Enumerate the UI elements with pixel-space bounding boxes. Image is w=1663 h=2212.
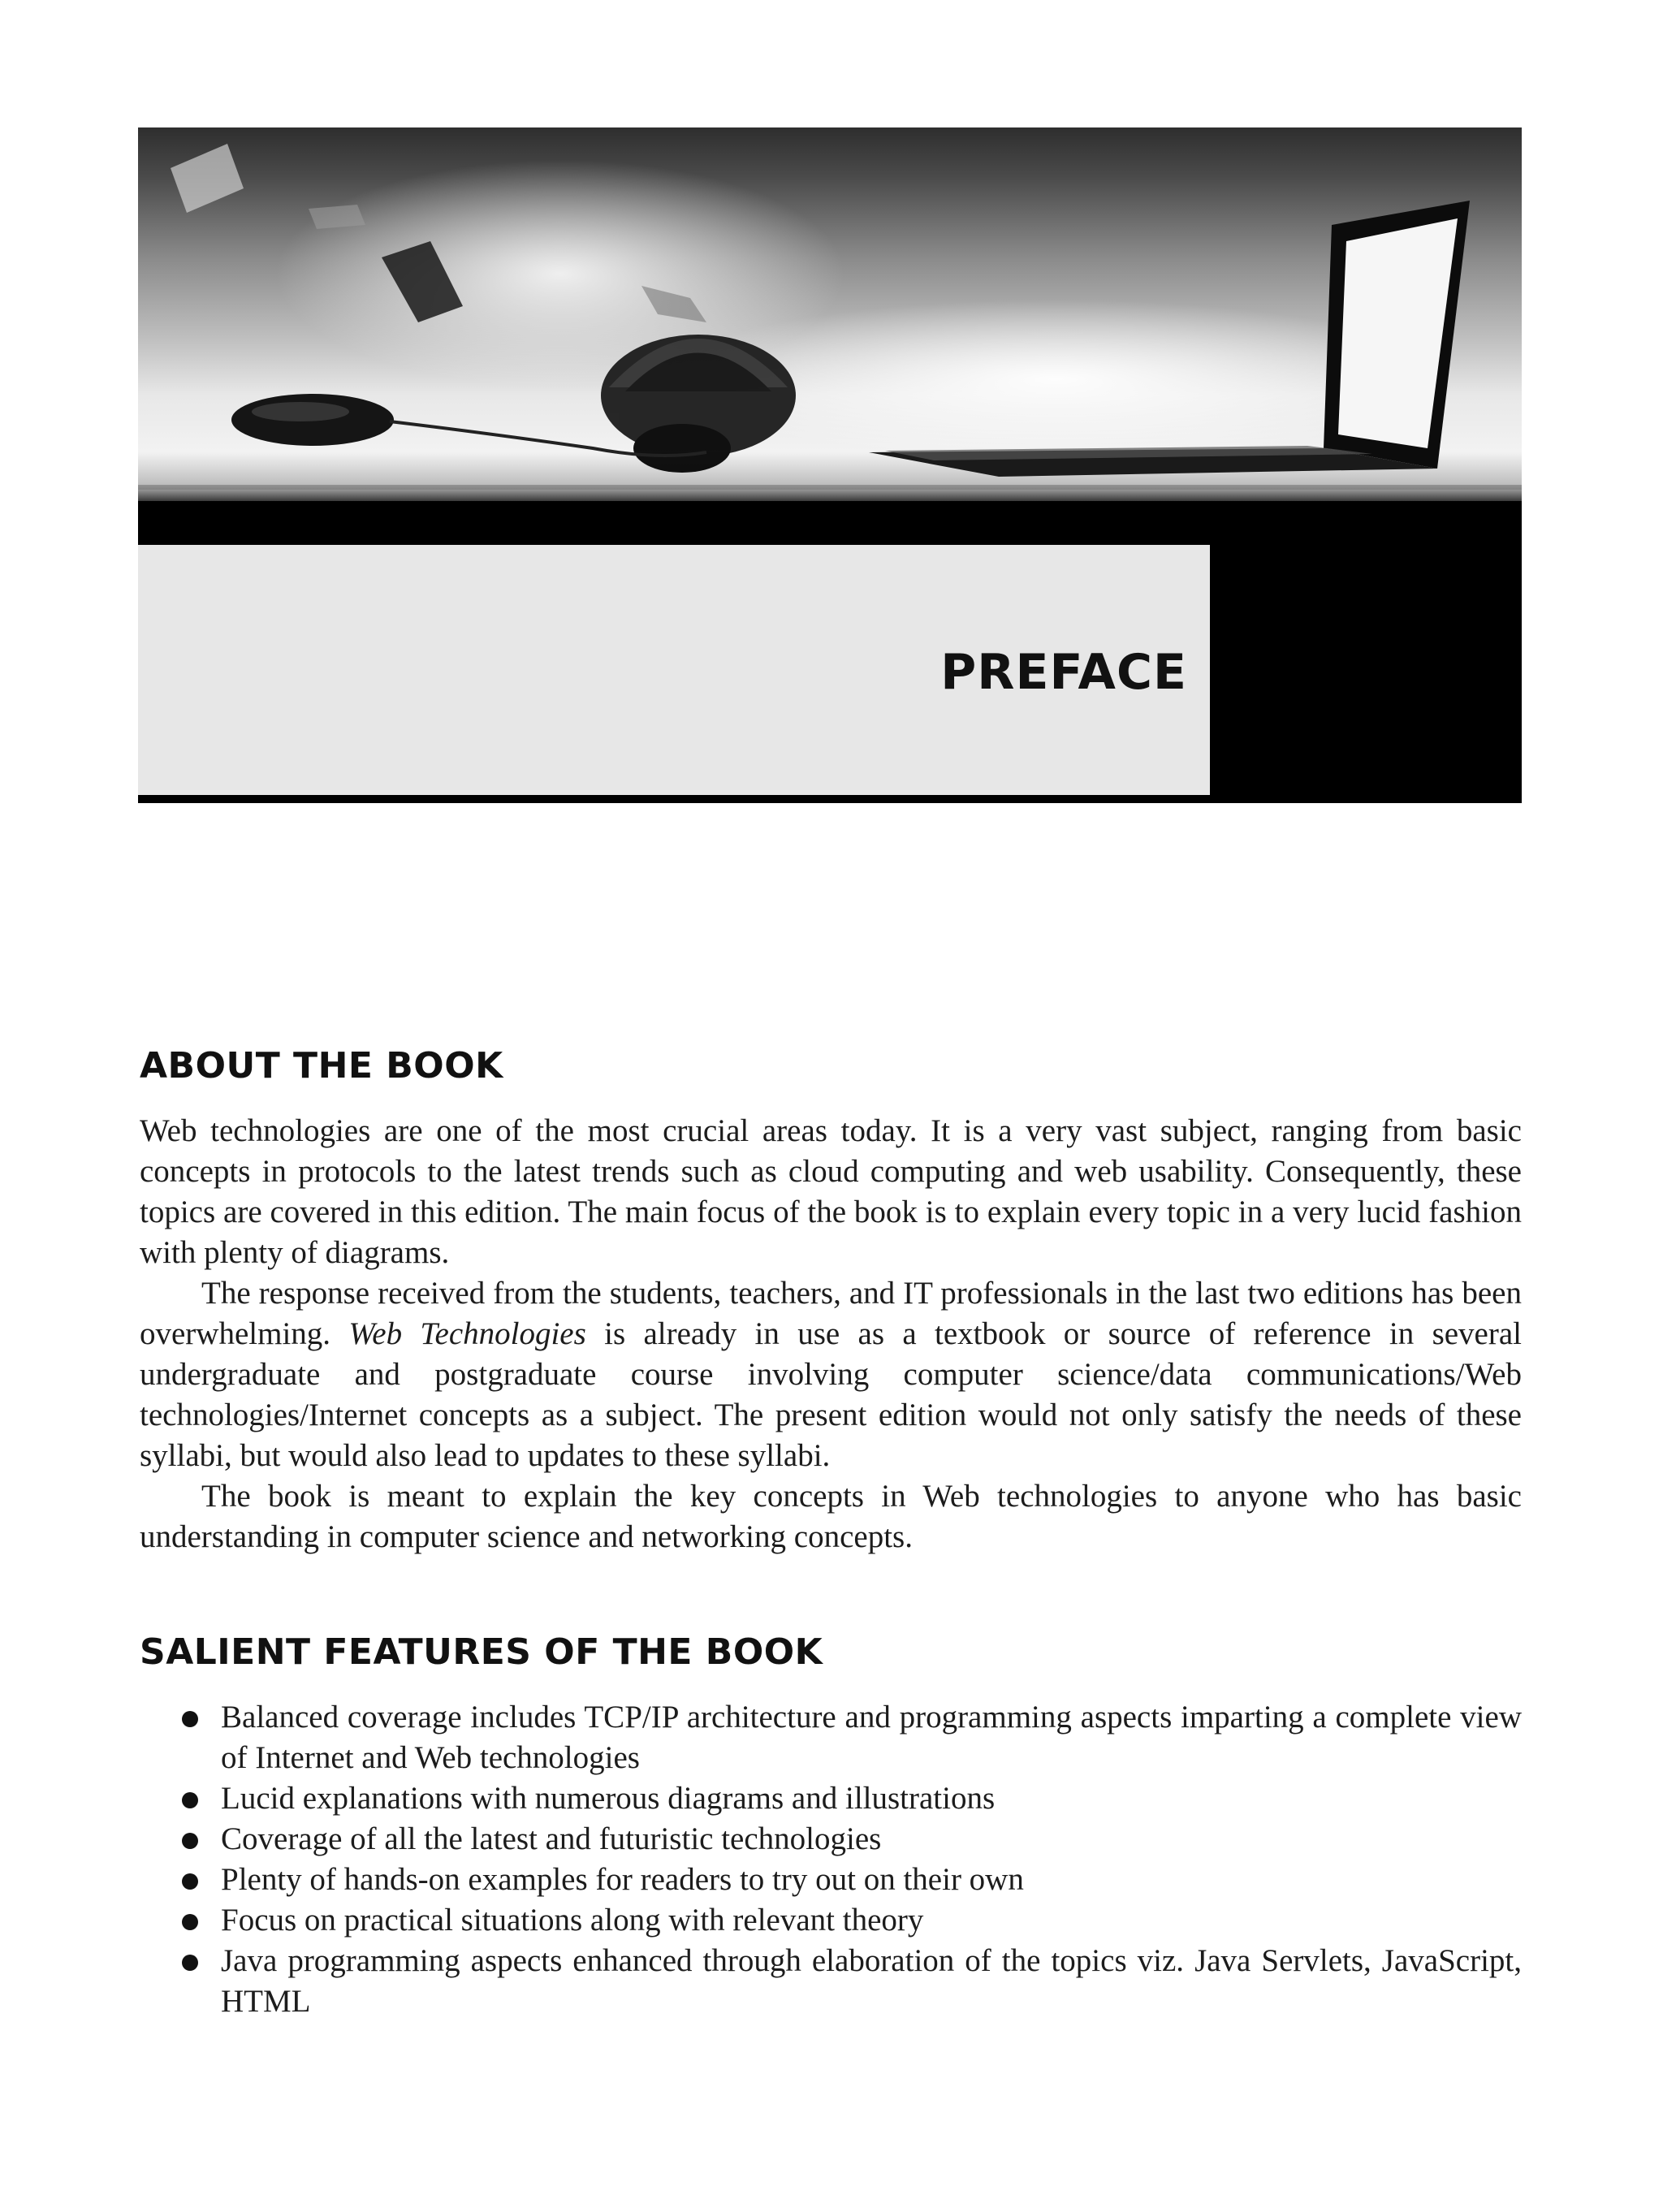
bullet-icon [182,1873,198,1890]
list-item-text: Java programming aspects enhanced through elaboration of the topics viz. Java Servlets, JavaScript, HTML [221,1943,1522,2019]
flying-paper-4 [641,286,706,322]
about-paragraph-2 [140,1273,1522,1476]
features-heading: SALIENT FEATURES OF THE BOOK [140,1631,823,1673]
list-item-text: Plenty of hands-on examples for readers to try out on their own [221,1862,1024,1897]
list-item [221,1941,1522,2022]
list-item [221,1697,1522,1778]
about-paragraph-2-start: The response received from the students, teachers, and IT professionals in the last two editions has been overwhelming. [140,1276,1522,1351]
flying-paper-1 [171,144,244,213]
list-item [221,1778,1522,1819]
banner-photo [138,127,1522,501]
list-item-text: Balanced coverage includes TCP/IP architecture and programming aspects imparting a complete view of Internet and Web technologies [221,1700,1522,1775]
banner-black-bar [138,501,1522,545]
book-title-italic: Web Technologies [348,1316,586,1351]
features-list [140,1697,1522,2022]
page-content [140,1039,1522,2022]
list-item [221,1860,1522,1900]
title-underline-rule [138,795,1522,803]
chapter-banner [138,127,1522,803]
title-panel [138,545,1210,795]
list-item-text: Lucid explanations with numerous diagrams and illustrations [221,1781,996,1816]
bullet-icon [182,1833,198,1849]
laptop [869,201,1470,477]
bullet-icon [182,1914,198,1930]
list-item-text: Coverage of all the latest and futuristic technologies [221,1821,882,1856]
flying-paper-2 [382,241,463,322]
about-paragraph-1: Web technologies are one of the most crucial areas today. It is a very vast subject, ranging from basic concepts in protocols to the latest trends such as cloud computing and web usability. Consequently, these topics are covered in this edition. The main focus of the book is to explain every topic in a very lucid fashion with plenty of diagrams. [140,1113,1522,1270]
desk-laptop-illustration [138,127,1522,501]
about-paragraph-3: The book is meant to explain the key concepts in Web technologies to anyone who has basic understanding in computer science and networking concepts. [140,1479,1522,1554]
page-title: PREFACE [940,644,1187,701]
list-item [221,1900,1522,1941]
bullet-icon [182,1955,198,1971]
bullet-icon [182,1792,198,1808]
section-spacer [140,1557,1522,1626]
bullet-icon [182,1711,198,1727]
list-item [221,1819,1522,1860]
about-paragraph-2-end: is already in use as a textbook or source of reference in several undergraduate and postgraduate course involving computer science/data communications/Web technologies/Internet concepts as a subject. The present edition would not only satisfy the needs of these syllabi, but would also lead to updates to these syllabi. [140,1316,1522,1473]
about-heading: ABOUT THE BOOK [140,1045,503,1087]
list-item-text: Focus on practical situations along with relevant theory [221,1903,924,1938]
flying-paper-3 [309,205,365,229]
